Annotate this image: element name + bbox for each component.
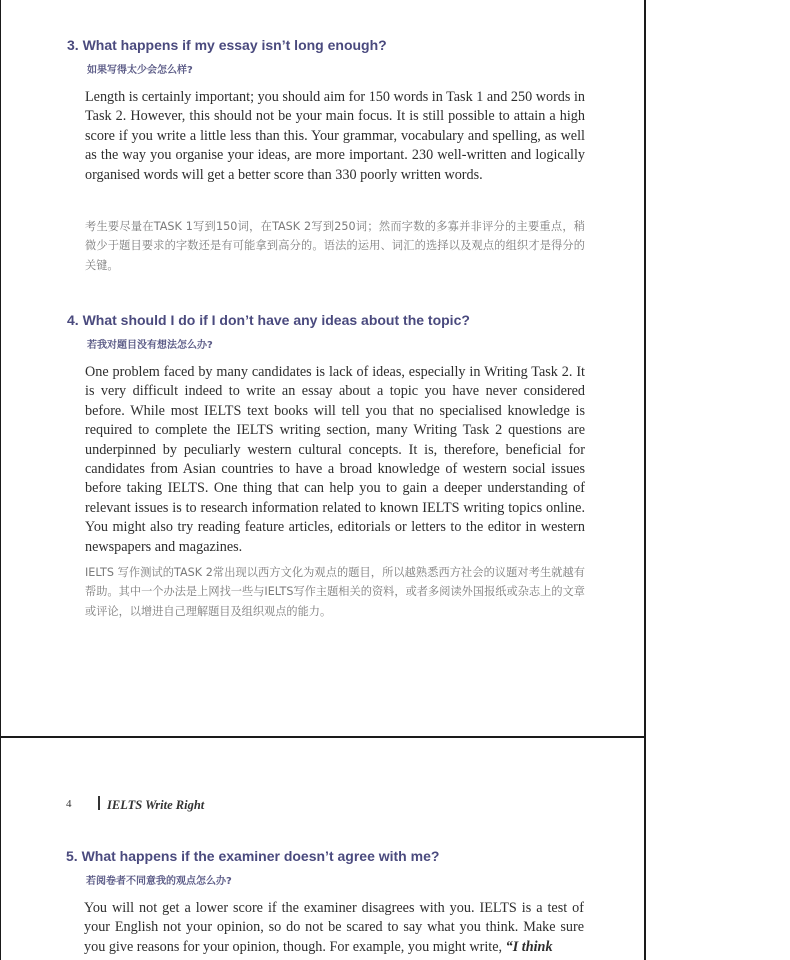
question-5-paragraph-emphasis: “I think: [505, 938, 553, 955]
header-divider: [98, 796, 100, 810]
page-number: 4: [66, 798, 72, 810]
question-4-paragraph: One problem faced by many candidates is lack of ideas, especially in Writing Task 2. It is very difficult indeed to write an essay about a topic you have never considered before. While most IELTS text books will tell you that no specialised knowledge is required to complete the IELTS writing section, many Writing Task 2 questions are underpinned by peculiarly western cultural concepts. It is, therefore, beneficial for candidates from Asian countries to have a broad knowledge of western social issues before taking IELTS. One thing that can help you to gain a deeper understanding of relevant issues is to research information related to known IELTS writing topics online. You might also try reading feature articles, editorials or letters to the editor in western newspapers and magazines.: [85, 364, 585, 555]
question-3-subtitle-zh: 如果写得太少会怎么样?: [87, 65, 193, 76]
question-4-subtitle-zh: 若我对题目没有想法怎么办?: [87, 340, 213, 351]
question-4-title: 4. What should I do if I don’t have any ideas about the topic?: [67, 312, 470, 328]
running-header-title: IELTS Write Right: [107, 798, 205, 812]
question-3-title: 3. What happens if my essay isn’t long enough?: [67, 37, 387, 53]
question-5-title: 5. What happens if the examiner doesn’t agree with me?: [66, 848, 440, 864]
question-5-subtitle-zh: 若阅卷者不同意我的观点怎么办?: [86, 876, 232, 887]
question-3-paragraph: Length is certainly important; you should aim for 150 words in Task 1 and 250 words in Task 2. However, this should not be your main focus. It is still possible to attain a high score if you write a little less than this. Your grammar, vocabulary and spelling, as well as the way you organise your ideas, are more important. 230 well-written and logically organised words will get a better score than 330 poorly written words.: [85, 89, 585, 183]
question-5-paragraph: [84, 899, 584, 957]
question-5-paragraph-text: You will not get a lower score if the examiner disagrees with you. IELTS is a test of your English not your opinion, so do not be scared to say what you think. Make sure you give reasons for your opinion, though. For example, you might write,: [84, 900, 584, 955]
question-3-translation-zh: 考生要尽量在TASK 1写到150词，在TASK 2写到250词；然而字数的多寡并非评分的主要重点，稍微少于题目要求的字数还是有可能拿到高分的。语法的运用、词汇的选择以及观点的组织才是得分的关键。: [85, 220, 585, 272]
question-4-translation-zh: IELTS 写作测试的TASK 2常出现以西方文化为观点的题目，所以越熟悉西方社会的议题对考生就越有帮助。其中一个办法是上网找一些与IELTS写作主题相关的资料，或者多阅读外国报纸或杂志上的文章或评论，以增进自己理解题目及组织观点的能力。: [85, 566, 585, 618]
